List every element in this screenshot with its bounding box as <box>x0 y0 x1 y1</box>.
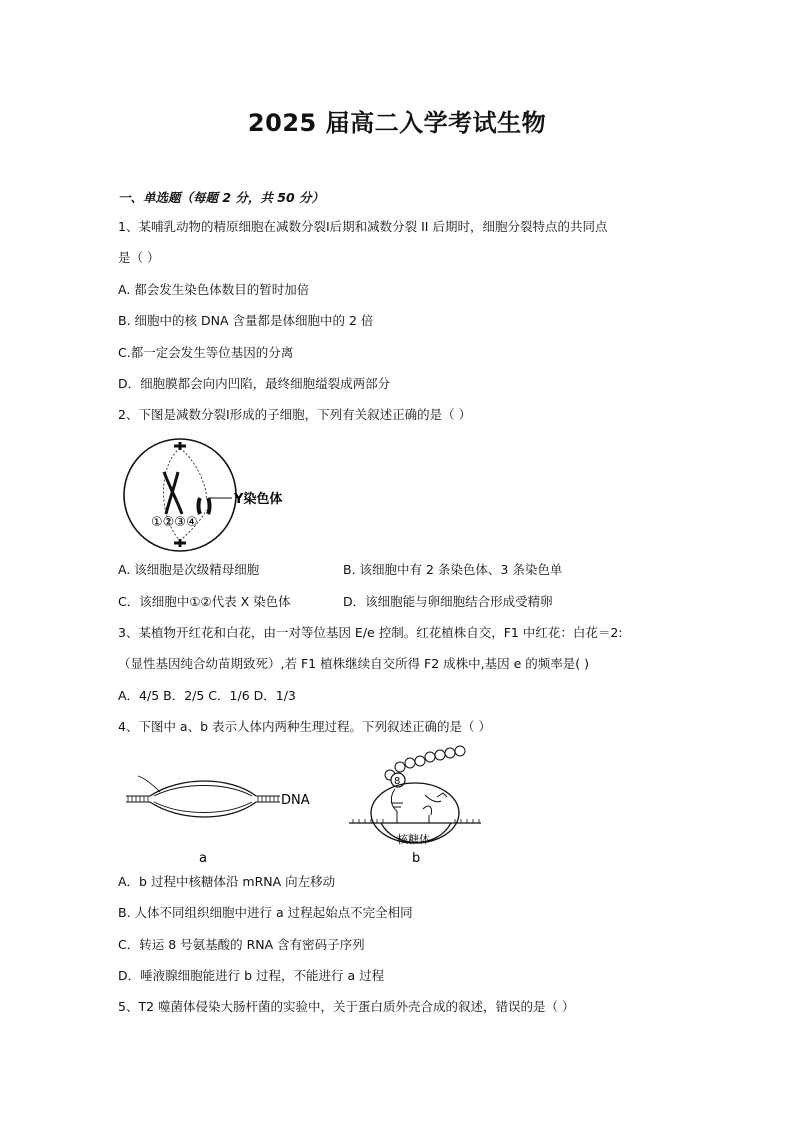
q2-option-a: A. 该细胞是次级精母细胞 <box>118 562 260 577</box>
q4-option-a: A．b 过程中核糖体沿 mRNA 向左移动 <box>118 874 336 889</box>
q1-option-a: A. 都会发生染色体数目的暂时加倍 <box>118 282 310 297</box>
section-heading: 一、单选题（每题 2 分，共 50 分） <box>118 190 325 205</box>
q4-caption-b: b <box>412 851 421 866</box>
q3-stem-line2: （显性基因纯合幼苗期致死）,若 F1 植株继续自交所得 F2 成株中,基因 e 的频率是( ) <box>118 656 589 671</box>
q1-stem-line2: 是（ ） <box>118 250 160 265</box>
q5-stem: 5、T2 噬菌体侵染大肠杆菌的实验中，关于蛋白质外壳合成的叙述，错误的是（ ） <box>118 999 575 1014</box>
q4-option-c: C．转运 8 号氨基酸的 RNA 含有密码子序列 <box>118 937 365 952</box>
q4-caption-a: a <box>199 851 207 866</box>
q1-stem-line1: 1、某哺乳动物的精原细胞在减数分裂Ⅰ后期和减数分裂 II 后期时，细胞分裂特点的共同点 <box>118 219 608 234</box>
q1-option-d: D．细胞膜都会向内凹陷，最终细胞缢裂成两部分 <box>118 376 391 391</box>
q4-option-d: D．唾液腺细胞能进行 b 过程，不能进行 a 过程 <box>118 968 385 983</box>
q4-figure-b <box>345 745 485 867</box>
q2-option-b: B. 该细胞中有 2 条染色体、3 条染色单 <box>343 562 563 577</box>
q2-option-c: C．该细胞中①②代表 X 染色体 <box>118 594 291 609</box>
q1-option-c: C.都一定会发生等位基因的分离 <box>118 345 294 360</box>
q4-option-b: B. 人体不同组织细胞中进行 a 过程起始点不完全相同 <box>118 905 413 920</box>
q1-option-b: B. 细胞中的核 DNA 含量都是体细胞中的 2 倍 <box>118 313 374 328</box>
q3-stem-line1: 3、某植物开红花和白花，由一对等位基因 E/e 控制。红花植株自交，F1 中红花：白花＝2: <box>118 625 623 640</box>
q2-stem: 2、下图是减数分裂Ⅰ形成的子细胞，下列有关叙述正确的是（ ） <box>118 407 472 422</box>
q2-chromosome-numbers: ①②③④ <box>151 515 198 530</box>
page-title: 2025 届高二入学考试生物 <box>247 109 547 137</box>
q3-options: A．4/5 B．2/5 C．1/6 D．1/3 <box>118 688 296 703</box>
q4-ribosome-label: 核糖体 <box>397 833 430 846</box>
q2-option-d: D．该细胞能与卵细胞结合形成受精卵 <box>343 594 553 609</box>
q2-cell-figure <box>118 436 318 554</box>
q2-y-chromosome-label: Y染色体 <box>234 492 283 507</box>
q4-figure-a <box>120 770 330 870</box>
q4-amino-acid-number: 8 <box>394 776 401 787</box>
q4-stem: 4、下图中 a、b 表示人体内两种生理过程。下列叙述正确的是（ ） <box>118 719 491 734</box>
q4-dna-label: DNA <box>281 793 310 808</box>
